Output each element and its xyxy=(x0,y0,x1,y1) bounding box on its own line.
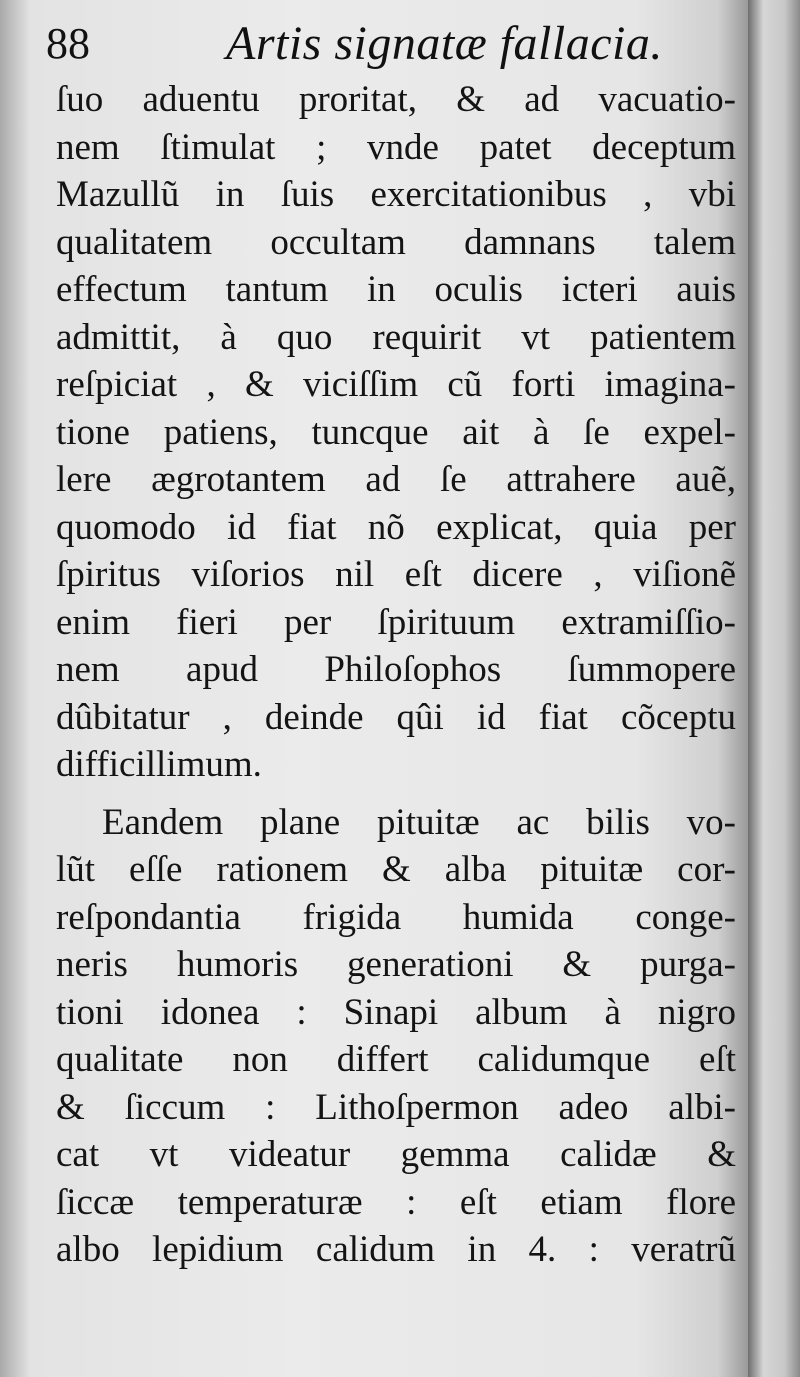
text-line: reſpondantia frigida humida conge- xyxy=(56,896,736,938)
text-line: ſiccæ temperaturæ : eſt etiam flore xyxy=(56,1181,736,1223)
text-line: admittit, à quo requirit vt patientem xyxy=(56,316,736,358)
text-line: difficillimum. xyxy=(56,744,262,785)
text-line: Eandem plane pituitæ ac bilis vo- xyxy=(102,801,736,843)
text-line: qualitate non differt calidumque eſt xyxy=(56,1039,736,1080)
text-line: ſuo aduentu proritat, & ad vacuatio- xyxy=(56,79,736,120)
text-line: lere ægrotantem ad ſe attrahere auẽ, xyxy=(56,459,736,500)
gutter-shadow xyxy=(0,0,30,1377)
text-line: cat vt videatur gemma calidæ & xyxy=(56,1134,736,1175)
text-line: Mazullũ in ſuis exercitationibus , vbi xyxy=(56,174,736,215)
text-line: tione patiens, tuncque ait à ſe expel- xyxy=(56,411,736,453)
text-line: quomodo id fiat nõ explicat, quia per xyxy=(56,506,736,548)
text-line: ſpiritus viſorios nil eſt dicere , viſionẽ xyxy=(56,554,736,595)
running-title: Artis signatæ fallacia. xyxy=(226,17,663,70)
page-number: 88 xyxy=(46,19,90,68)
text-line: effectum tantum in oculis icteri auis xyxy=(56,269,736,310)
running-head xyxy=(46,14,736,74)
text-line: & ſiccum : Lithoſpermon adeo albi- xyxy=(56,1086,736,1128)
paragraph-2 xyxy=(56,799,736,1274)
text-line: nem ſtimulat ; vnde patet deceptum xyxy=(56,126,736,168)
page-edge xyxy=(748,0,800,1377)
text-line: qualitatem occultam damnans talem xyxy=(56,221,736,263)
text-block xyxy=(56,76,736,1274)
text-line: nem apud Philoſophos ſummopere xyxy=(56,649,736,690)
text-line: reſpiciat , & viciſſim cũ forti imagina- xyxy=(56,364,736,405)
text-line: enim fieri per ſpirituum extramiſſio- xyxy=(56,601,736,643)
paragraph-gap xyxy=(56,789,736,799)
text-line: dûbitatur , deinde qûi id fiat cõceptu xyxy=(56,696,736,738)
paragraph-1 xyxy=(56,76,736,789)
text-line: lũt eſſe rationem & alba pituitæ cor- xyxy=(56,849,736,890)
text-line: neris humoris generationi & purga- xyxy=(56,944,736,985)
text-line: albo lepidium calidum in 4. : veratrũ xyxy=(56,1229,736,1270)
text-line: tioni idonea : Sinapi album à nigro xyxy=(56,991,736,1033)
